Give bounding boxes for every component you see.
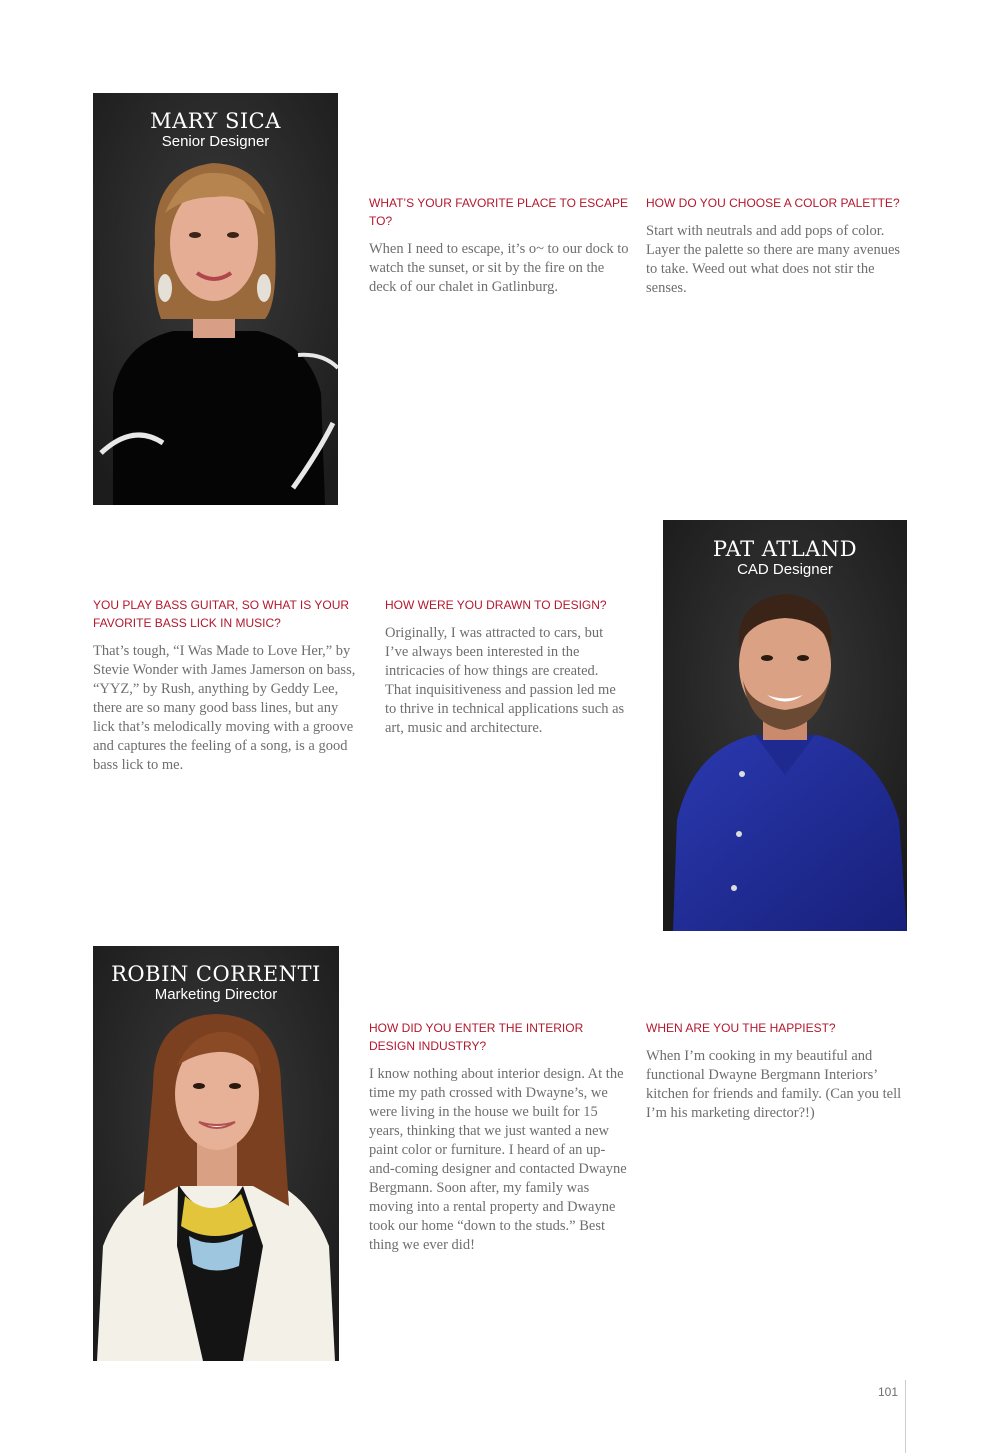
profile-name: ROBIN CORRENTI bbox=[111, 962, 321, 986]
footer-divider bbox=[905, 1380, 906, 1453]
robin-correnti-photo bbox=[93, 946, 339, 1361]
qa-block bbox=[369, 1019, 631, 1255]
profile-name: PAT ATLAND bbox=[712, 537, 858, 561]
portrait-mary-sica bbox=[93, 93, 338, 505]
qa-block bbox=[646, 1019, 908, 1123]
answer: I know nothing about interior design. At the time my path crossed with Dwayne’s, we were living in the house we built for 15 years, thinking that we just wanted a new paint color or furniture. I heard of an up-and-coming designer and contacted Dwayne Bergmann. Soon after, my family was moving into a rental property and Dwayne took our home “down to the studs.” Best thing we ever did! bbox=[369, 1066, 627, 1253]
qa-block bbox=[385, 596, 625, 738]
profile-role: CAD Designer bbox=[737, 561, 833, 578]
page-number: 101 bbox=[877, 1385, 898, 1399]
portrait-pat-atland bbox=[663, 520, 907, 931]
portrait-robin-correnti bbox=[93, 946, 339, 1361]
qa-block bbox=[93, 596, 363, 775]
question: WHAT’S YOUR FAVORITE PLACE TO ESCAPE TO? bbox=[369, 196, 628, 228]
answer: Originally, I was attracted to cars, but I’ve always been interested in the intricacies of how things are created. That inquisitiveness and passion led me to thrive in technical applications such as art, music and architecture. bbox=[385, 625, 625, 736]
answer: That’s tough, “I Was Made to Love Her,” by Stevie Wonder with James Jamerson on bass, “YYZ,” by Rush, anything by Geddy Lee, there are so many good bass lines, but any lick that’s melodically moving with a groove and captures the feeling of a song, is a good bass lick to me. bbox=[93, 643, 356, 773]
question: HOW WERE YOU DRAWN TO DESIGN? bbox=[385, 598, 607, 612]
profile-role: Marketing Director bbox=[154, 986, 278, 1003]
pat-atland-photo bbox=[663, 520, 907, 931]
question: WHEN ARE YOU THE HAPPIEST? bbox=[646, 1021, 836, 1035]
question: HOW DID YOU ENTER THE INTERIOR DESIGN INDUSTRY? bbox=[369, 1021, 584, 1053]
answer: When I’m cooking in my beautiful and functional Dwayne Bergmann Interiors’ kitchen for friends and family. (Can you tell I’m his marketing director?!) bbox=[646, 1048, 902, 1121]
profile-name: MARY SICA bbox=[150, 109, 281, 133]
mary-sica-photo bbox=[93, 93, 338, 505]
profile-role: Senior Designer bbox=[161, 133, 270, 150]
answer: When I need to escape, it’s o~ to our dock to watch the sunset, or sit by the fire on the deck of our chalet in Gatlinburg. bbox=[369, 241, 629, 295]
question: YOU PLAY BASS GUITAR, SO WHAT IS YOUR FAVORITE BASS LICK IN MUSIC? bbox=[93, 598, 350, 630]
qa-block bbox=[369, 194, 631, 297]
question: HOW DO YOU CHOOSE A COLOR PALETTE? bbox=[646, 196, 900, 210]
answer: Start with neutrals and add pops of color. Layer the palette so there are many avenues to take. Weed out what does not stir the senses. bbox=[646, 223, 901, 296]
qa-block bbox=[646, 194, 908, 298]
